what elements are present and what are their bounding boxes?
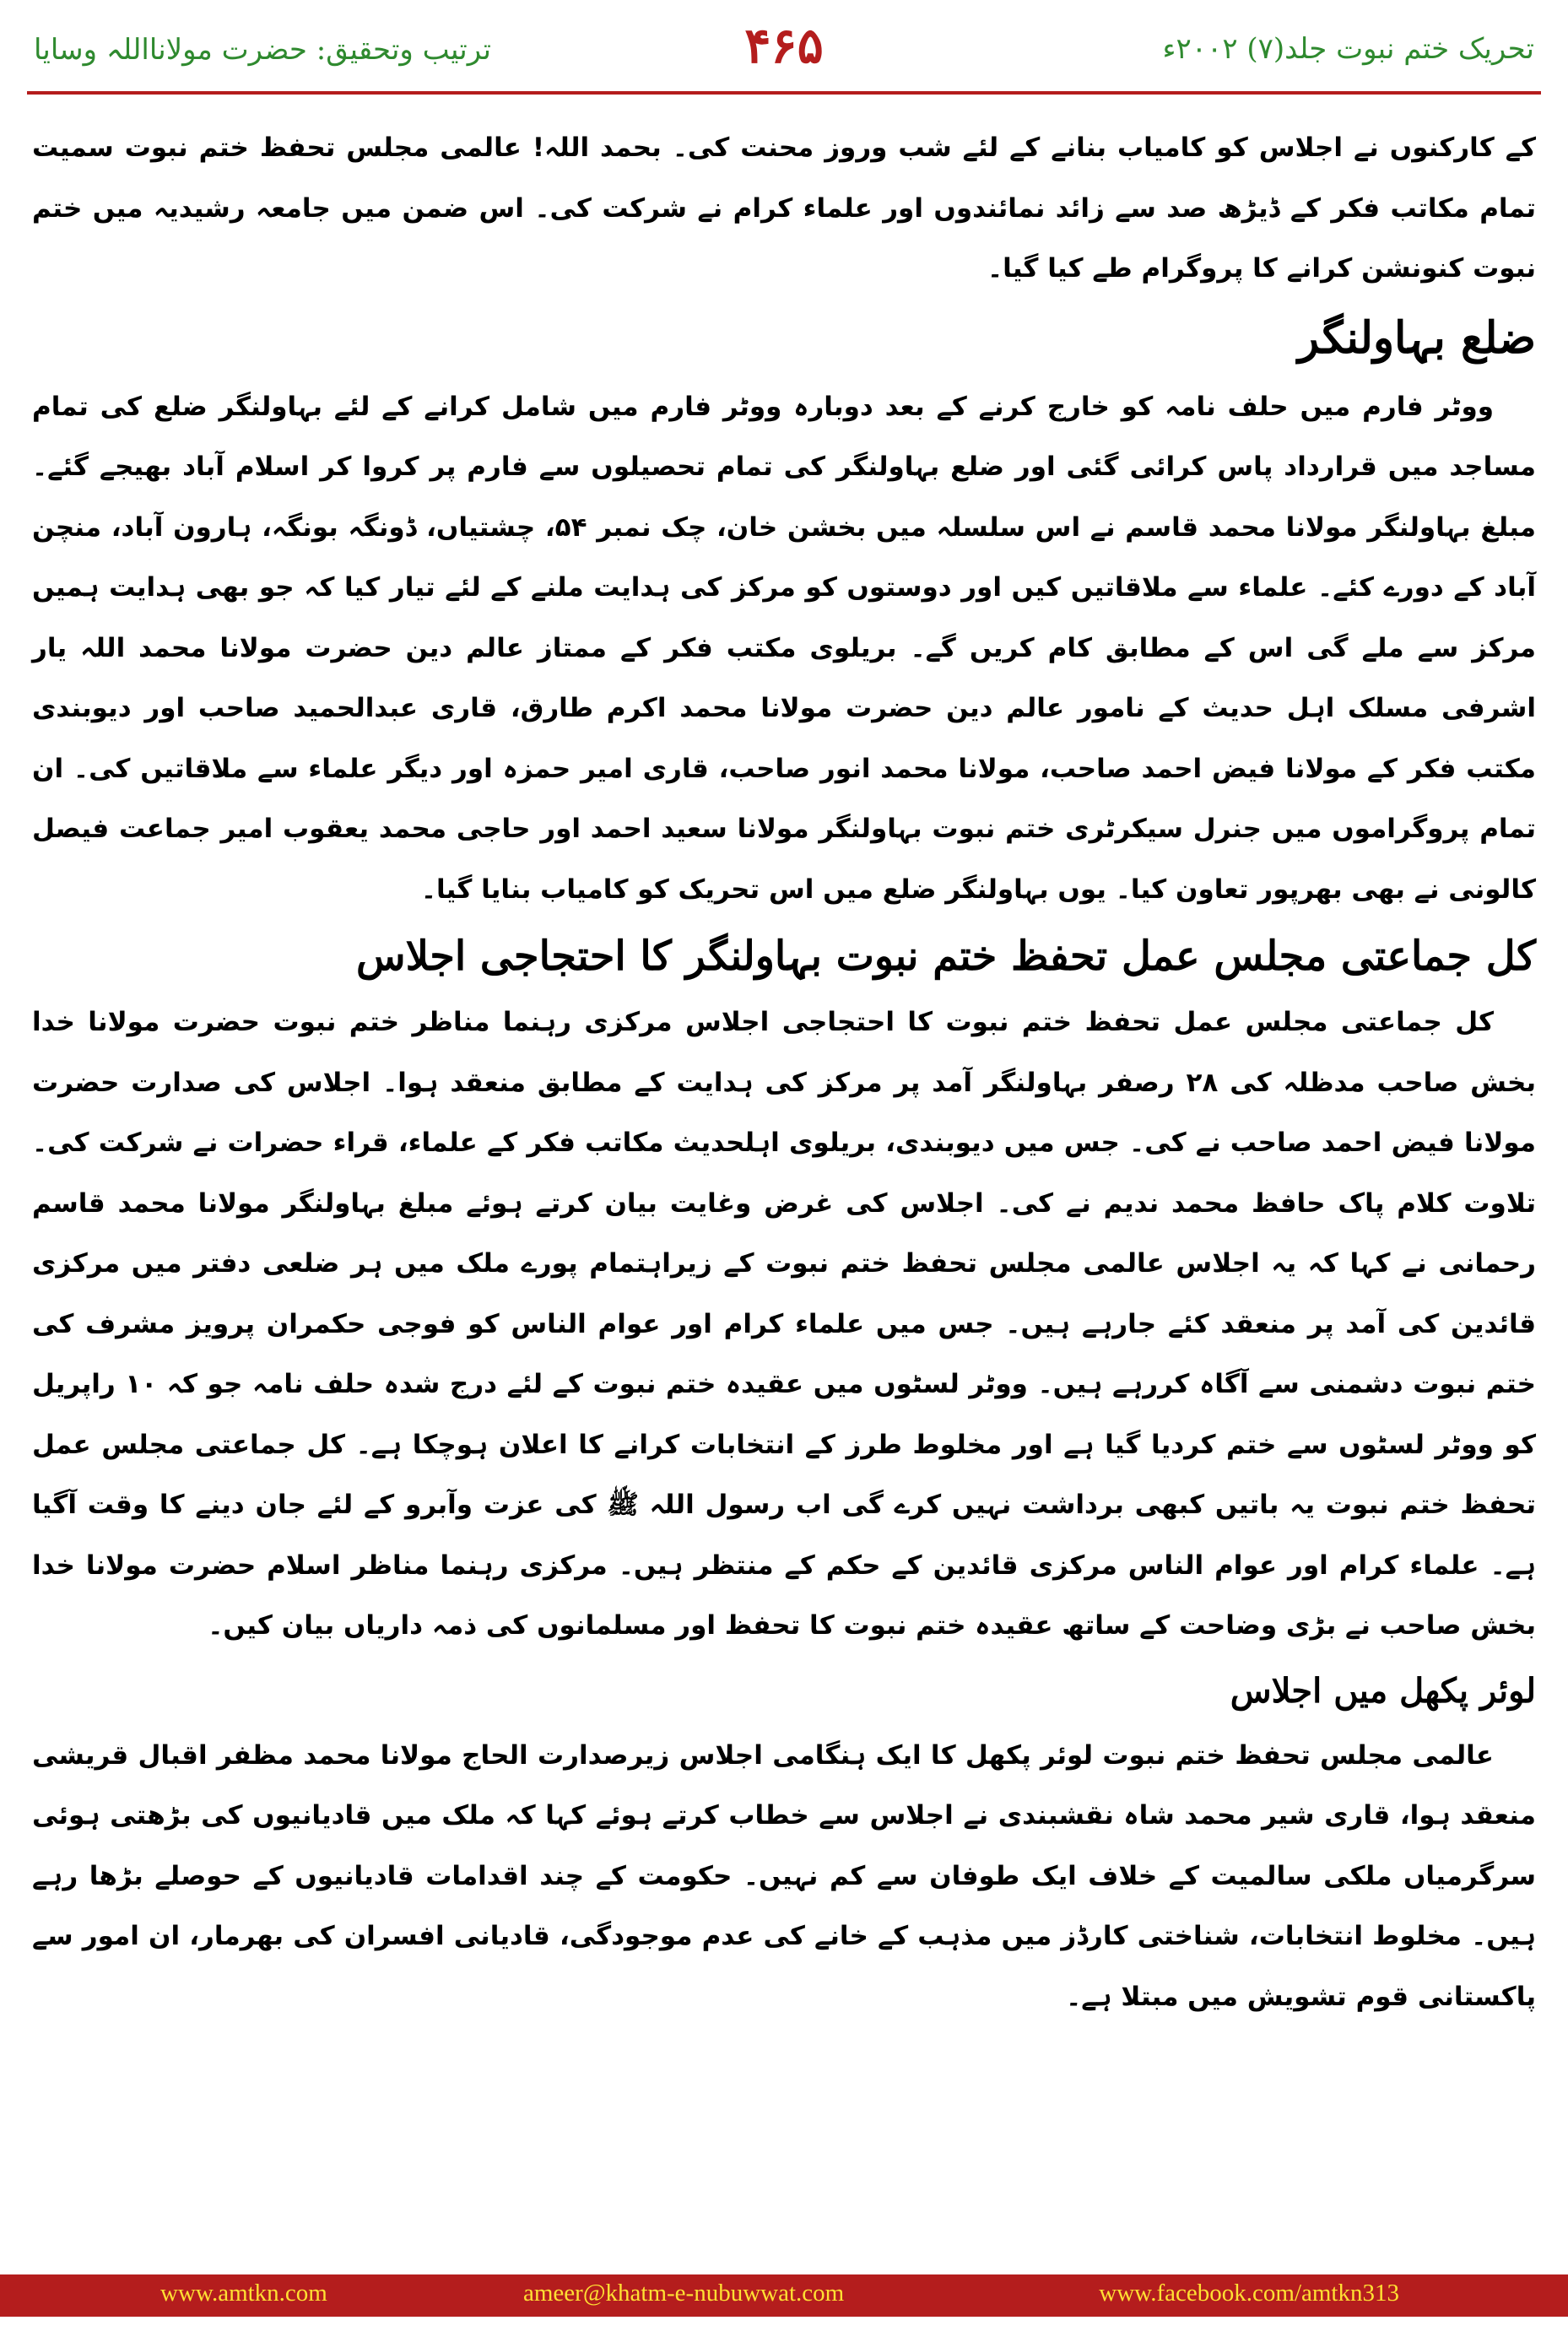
footer-email-link[interactable]: ameer@khatm-e-nubuwwat.com [523,2280,845,2307]
paragraph-intro: کے کارکنوں نے اجلاس کو کامیاب بنانے کے لئے شب وروز محنت کی۔ بحمد اللہ! عالمی مجلس تحفظ ختم نبوت سمیت تمام مکاتب فکر کے ڈیڑھ صد سے زائد نمائندوں اور علماء کرام نے شرکت کی۔ اس ضمن میں جامعہ رشیدیہ میں ختم نبوت کنونشن کرانے کا پروگرام طے کیا گیا۔ [32,133,1536,284]
footer-facebook-link[interactable]: www.facebook.com/amtkn313 [1099,2280,1399,2307]
paragraph-protest-meeting: کل جماعتی مجلس عمل تحفظ ختم نبوت کا احتجاجی اجلاس مرکزی رہنما مناظر ختم نبوت حضرت مولانا خدا بخش صاحب مدظلہ کی ۲۸ رصفر بہاولنگر آمد پر مرکز کی ہدایت کے مطابق منعقد ہوا۔ اجلاس کی صدارت حضرت مولانا فیض احمد صاحب نے کی۔ جس میں دیوبندی، بریلوی اہلحدیث مکاتب فکر کے علماء، قراء حضرات نے شرکت کی۔ تلاوت کلام پاک حافظ محمد ندیم نے کی۔ اجلاس کی غرض وغایت بیان کرتے ہوئے مبلغ بہاولنگر مولانا محمد قاسم رحمانی نے کہا کہ یہ اجلاس عالمی مجلس تحفظ ختم نبوت کے زیراہتمام پورے ملک میں ہر ضلعی دفتر میں مرکزی قائدین کی آمد پر منعقد کئے جارہے ہیں۔ جس میں علماء کرام اور عوام الناس کو فوجی حکمران پرویز مشرف کی ختم نبوت دشمنی سے آگاہ کررہے ہیں۔ ووٹر لسٹوں میں عقیدہ ختم نبوت کے لئے درج شدہ حلف نامہ جو کہ ۱۰ راپریل کو ووٹر لسٹوں سے ختم کردیا گیا ہے اور مخلوط طرز کے انتخابات کرانے کا اعلان ہوچکا ہے۔ کل جماعتی مجلس عمل تحفظ ختم نبوت یہ باتیں کبھی برداشت نہیں کرے گی اب رسول اللہ ﷺ کی عزت وآبرو کے لئے جان دینے کا وقت آگیا ہے۔ علماء کرام اور عوام الناس مرکزی قائدین کے حکم کے منتظر ہیں۔ مرکزی رہنما مناظر اسلام حضرت مولانا خدا بخش صاحب نے بڑی وضاحت کے ساتھ عقیدہ ختم نبوت کا تحفظ اور مسلمانوں کی ذمہ داریاں بیان کیں۔ [32,1007,1537,1641]
heading-protest-meeting: کل جماعتی مجلس عمل تحفظ ختم نبوت بہاولنگر کا احتجاجی اجلاس [355,933,1536,980]
page-footer [0,2274,1568,2317]
page-number: ۴۶۵ [744,17,824,74]
header-divider [27,91,1541,95]
book-title: تحریک ختم نبوت جلد(۷) ۲۰۰۲ء [1162,32,1534,66]
paragraph-lower-pakhal: عالمی مجلس تحفظ ختم نبوت لوئر پکھل کا ایک ہنگامی اجلاس زیرصدارت الحاج مولانا محمد مظفر اقبال قریشی منعقد ہوا، قاری شیر محمد شاہ نقشبندی نے اجلاس سے خطاب کرتے ہوئے کہا کہ ملک میں قادیانیوں کی بڑھتی ہوئی سرگرمیاں ملکی سالمیت کے خلاف ایک طوفان سے کم نہیں۔ حکومت کے چند اقدامات قادیانیوں کے حوصلے بڑھا رہے ہیں۔ مخلوط انتخابات، شناختی کارڈز میں مذہب کے خانے کی عدم موجودگی، قادیانی افسران کی بھرمار، ان امور سے پاکستانی قوم تشویش میں مبتلا ہے۔ [32,1739,1536,2012]
heading-district-bahawalnagar: ضلع بہاولنگر [1298,311,1536,364]
page-body [32,118,1536,2232]
heading-lower-pakhal: لوئر پکھل میں اجلاس [1230,1670,1536,1711]
compiler-credit: ترتیب وتحقیق: حضرت مولانااللہ وسایا [34,33,491,67]
page-header [0,0,1568,101]
footer-website-link[interactable]: www.amtkn.com [160,2280,327,2307]
paragraph-bahawalnagar: ووٹر فارم میں حلف نامہ کو خارج کرنے کے بعد دوبارہ ووٹر فارم میں شامل کرانے کے لئے بہاولنگر ضلع کی تمام مساجد میں قرارداد پاس کرائی گئی اور ضلع بہاولنگر کی تمام تحصیلوں سے فارم پر کروا کر اسلام آباد بھیجے گئے۔ مبلغ بہاولنگر مولانا محمد قاسم نے اس سلسلہ میں بخشن خان، چک نمبر ۵۴، چشتیاں، ڈونگہ بونگہ، ہارون آباد، منچن آباد کے دورے کئے۔ علماء سے ملاقاتیں کیں اور دوستوں کو مرکز کی ہدایت ملنے کے لئے تیار کیا کہ جو بھی ہدایت ہمیں مرکز سے ملے گی اس کے مطابق کام کریں گے۔ بریلوی مکتب فکر کے ممتاز عالم دین حضرت مولانا محمد اللہ یار اشرفی مسلک اہل حدیث کے نامور عالم دین حضرت مولانا محمد اکرم طارق، قاری عبدالحمید صاحب اور دیوبندی مکتب فکر کے مولانا فیض احمد صاحب، مولانا محمد انور صاحب، قاری امیر حمزہ اور دیگر علماء سے ملاقاتیں کی۔ ان تمام پروگراموں میں جنرل سیکرٹری ختم نبوت بہاولنگر مولانا سعید احمد اور حاجی محمد یعقوب امیر جماعت فیصل کالونی نے بھی بھرپور تعاون کیا۔ یوں بہاولنگر ضلع میں اس تحریک کو کامیاب بنایا گیا۔ [32,391,1536,905]
